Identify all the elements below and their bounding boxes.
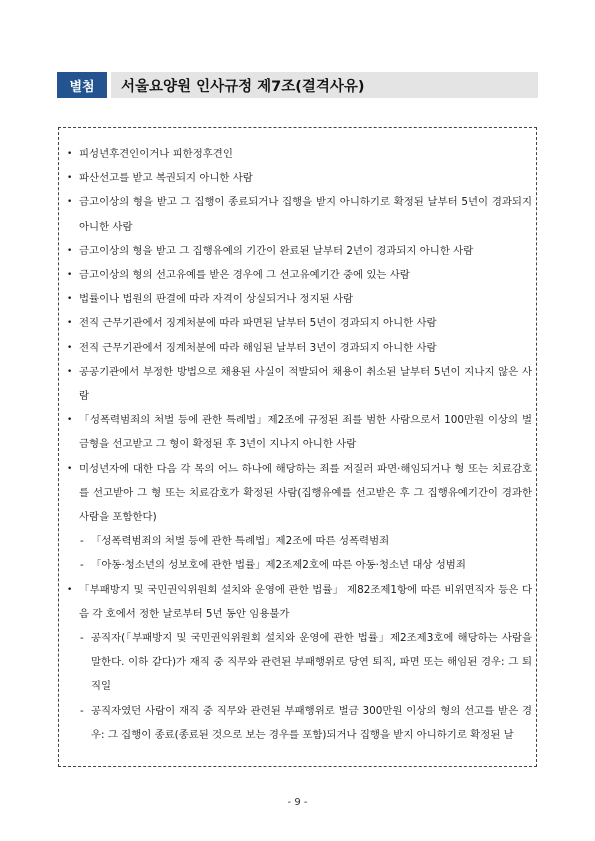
sub-list-item: - 「아동·청소년의 성보호에 관한 법률」제2조제2호에 따른 아동·청소년 대상 성범죄 [67, 553, 532, 577]
disqualification-box [58, 127, 537, 767]
list-item: • 법률이나 법원의 판결에 따라 자격이 상실되거나 정지된 사람 [67, 287, 532, 311]
attachment-tag: 별첨 [57, 72, 107, 98]
list-item: • 금고이상의 형을 받고 그 집행유예의 기간이 완료된 날부터 2년이 경과되지 아니한 사람 [67, 239, 532, 263]
list-item: • 미성년자에 대한 다음 각 목의 어느 하나에 해당하는 죄를 저질러 파면·해임되거나 형 또는 치료감호를 선고받아 그 형 또는 치료감호가 확정된 사람(집행유예를 선고받은 후 그 집행유예기간이 경과한 사람을 포함한다) [67, 457, 532, 530]
list-item: • 「성폭력범죄의 처벌 등에 관한 특례법」제2조에 규정된 죄를 범한 사람으로서 100만원 이상의 벌금형을 선고받고 그 형이 확정된 후 3년이 지나지 아니한 사람 [67, 408, 532, 456]
list-item: • 금고이상의 형의 선고유예를 받은 경우에 그 선고유예기간 중에 있는 사람 [67, 263, 532, 287]
list-item: • 금고이상의 형을 받고 그 집행이 종료되거나 집행을 받지 아니하기로 확정된 날부터 5년이 경과되지 아니한 사람 [67, 190, 532, 238]
page-title: 서울요양원 인사규정 제7조(결격사유) [111, 72, 538, 98]
list-item: • 「부패방지 및 국민권익위원회 설치와 운영에 관한 법률」 제82조제1항에 따른 비위면직자 등은 다음 각 호에서 정한 날로부터 5년 동안 임용불가 [67, 578, 532, 626]
list-item: • 전직 근무기관에서 징계처분에 따라 파면된 날부터 5년이 경과되지 아니한 사람 [67, 311, 532, 335]
list-item: • 피성년후견인이거나 피한정후견인 [67, 142, 532, 166]
list-item: • 파산선고를 받고 복권되지 아니한 사람 [67, 166, 532, 190]
page-number: - 9 - [287, 797, 308, 808]
list-item: • 전직 근무기관에서 징계처분에 따라 해임된 날부터 3년이 경과되지 아니한 사람 [67, 336, 532, 360]
sub-list-item: - 공직자(「부패방지 및 국민권익위원회 설치와 운영에 관한 법률」제2조제3호에 해당하는 사람을 말한다. 이하 같다)가 재직 중 직무와 관련된 부패행위로 당연 퇴직, 파면 또는 해임된 경우: 그 퇴직일 [67, 626, 532, 699]
sub-list-item: - 공직자였던 사람이 재직 중 직무와 관련된 부패행위로 벌금 300만원 이상의 형의 선고를 받은 경우: 그 집행이 종료(종료된 것으로 보는 경우를 포함)되거나 집행을 받지 아니하기로 확정된 날 [67, 699, 532, 747]
section-header [57, 72, 538, 98]
sub-list-item: - 「성폭력범죄의 처벌 등에 관한 특례법」제2조에 따른 성폭력범죄 [67, 529, 532, 553]
list-item: • 공공기관에서 부정한 방법으로 채용된 사실이 적발되어 채용이 취소된 날부터 5년이 지나지 않은 사람 [67, 360, 532, 408]
